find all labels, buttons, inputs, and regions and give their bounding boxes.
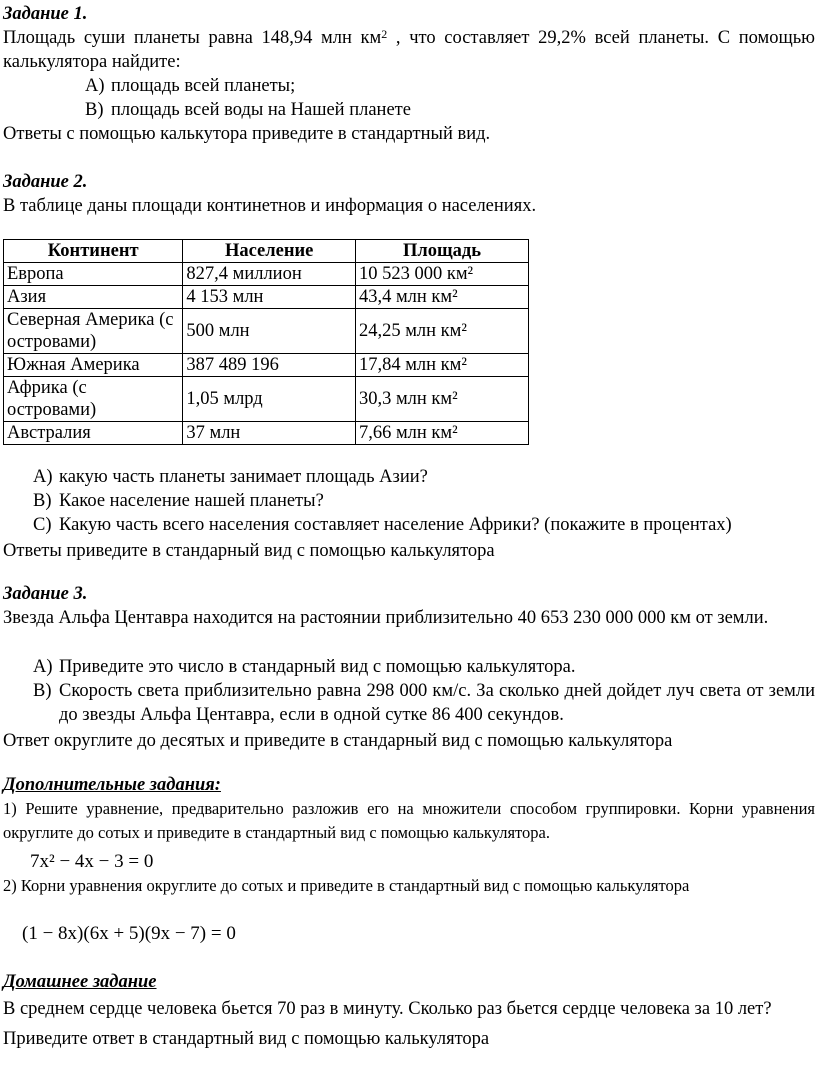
table-cell: Африка (с островами) [4, 377, 183, 422]
table-cell: Австралия [4, 422, 183, 445]
table-row [4, 286, 529, 309]
table-row [4, 309, 529, 354]
extra-problem-1 [3, 797, 815, 845]
list-marker: C) [33, 515, 52, 535]
task1-statement-part1: Площадь суши планеты равна 148,94 млн км [3, 28, 382, 48]
task1-list [55, 74, 816, 122]
extra-problem-2-text: 2) Корни уравнения округлите до сотых и приведите в стандартный вид с помощью калькулятора [3, 876, 690, 895]
list-marker: B) [33, 681, 52, 701]
table-row [4, 263, 529, 286]
list-text: площадь всей воды на Нашей планете [111, 100, 411, 120]
list-text: Приведите это число в стандарный вид с помощью калькулятора. [59, 657, 576, 677]
list-text: какую часть планеты занимает площадь Азии? [59, 467, 428, 487]
table-row [4, 354, 529, 377]
list-item [85, 74, 816, 98]
list-item [33, 655, 815, 679]
task3-footer: Ответ округлите до десятых и приведите в стандарный вид с помощью калькулятора [3, 731, 673, 751]
task1-statement [3, 26, 815, 74]
task2-list [33, 465, 815, 537]
task3-heading: Задание 3. [3, 584, 88, 604]
table-cell: Европа [4, 263, 183, 286]
table-cell: 43,4 млн км² [355, 286, 528, 309]
table-cell: Азия [4, 286, 183, 309]
task2-heading: Задание 2. [3, 172, 88, 192]
task2-footer: Ответы приведите в стандарный вид с помощью калькулятора [3, 541, 495, 561]
table-cell: 387 489 196 [183, 354, 356, 377]
table-header-cell: Континент [4, 240, 183, 263]
equation-1: 7x² − 4x − 3 = 0 [30, 851, 154, 872]
list-item [85, 98, 816, 122]
table-cell: Северная Америка (с островами) [4, 309, 183, 354]
table-cell: 30,3 млн км² [355, 377, 528, 422]
extra-problem-1-text: 1) Решите уравнение, предварительно разложив его на множители способом группировки. Корни уравнения округлите до сотых и приведите в стандартный вид с помощью калькулятора. [3, 799, 815, 842]
equation-2: (1 − 8x)(6x + 5)(9x − 7) = 0 [22, 923, 236, 944]
task1-statement-part2: , что составляет 29,2% всей планеты. С помощью калькулятора найдите: [3, 28, 815, 72]
table-cell: 37 млн [183, 422, 356, 445]
table-cell: 24,25 млн км² [355, 309, 528, 354]
list-text: Скорость света приблизительно равна 298 000 км/с. За сколько дней дойдет луч света от земли до звезды Альфа Центавра, если в одной сутке 86 400 секундов. [59, 681, 815, 725]
list-item [33, 489, 815, 513]
homework-heading: Домашнее задание [3, 972, 157, 992]
table-row [4, 422, 529, 445]
table-header-cell: Население [183, 240, 356, 263]
table-header-cell: Площадь [355, 240, 528, 263]
table-cell: 1,05 млрд [183, 377, 356, 422]
task1-footer: Ответы с помощью калькутора приведите в стандартный вид. [3, 124, 491, 144]
task2-intro: В таблице даны площади континетнов и информация о населениях. [3, 196, 537, 216]
list-text: площадь всей планеты; [111, 76, 296, 96]
extra-problem-2 [3, 874, 815, 898]
list-item [33, 679, 815, 727]
list-text: Какую часть всего населения составляет население Африки? (покажите в процентах) [59, 515, 732, 535]
list-text: Какое население нашей планеты? [59, 491, 324, 511]
table-cell: 827,4 миллион [183, 263, 356, 286]
list-item [33, 513, 815, 537]
list-item [33, 465, 815, 489]
table-row [4, 377, 529, 422]
task1-superscript: 2 [381, 27, 388, 41]
list-marker: B) [33, 491, 52, 511]
list-marker: A) [85, 76, 105, 96]
table-cell: 4 153 млн [183, 286, 356, 309]
list-marker: A) [33, 467, 53, 487]
table-cell: 17,84 млн км² [355, 354, 528, 377]
continents-table [3, 239, 529, 445]
table-cell: 10 523 000 км² [355, 263, 528, 286]
extra-heading: Дополнительные задания: [3, 775, 221, 795]
table-cell: Южная Америка [4, 354, 183, 377]
homework-text: В среднем сердце человека бьется 70 раз в минуту. Сколько раз бьется сердце человека за 10 лет? Приведите ответ в стандартный вид с помощью калькулятора [3, 999, 772, 1049]
list-marker: A) [33, 657, 53, 677]
task1-heading: Задание 1. [3, 4, 88, 24]
task3-list [33, 655, 815, 727]
table-cell: 500 млн [183, 309, 356, 354]
list-marker: B) [85, 100, 104, 120]
table-cell: 7,66 млн км² [355, 422, 528, 445]
task3-intro: Звезда Альфа Центавра находится на растоянии приблизительно 40 653 230 000 000 км от земли. [3, 608, 769, 628]
table-header-row [4, 240, 529, 263]
